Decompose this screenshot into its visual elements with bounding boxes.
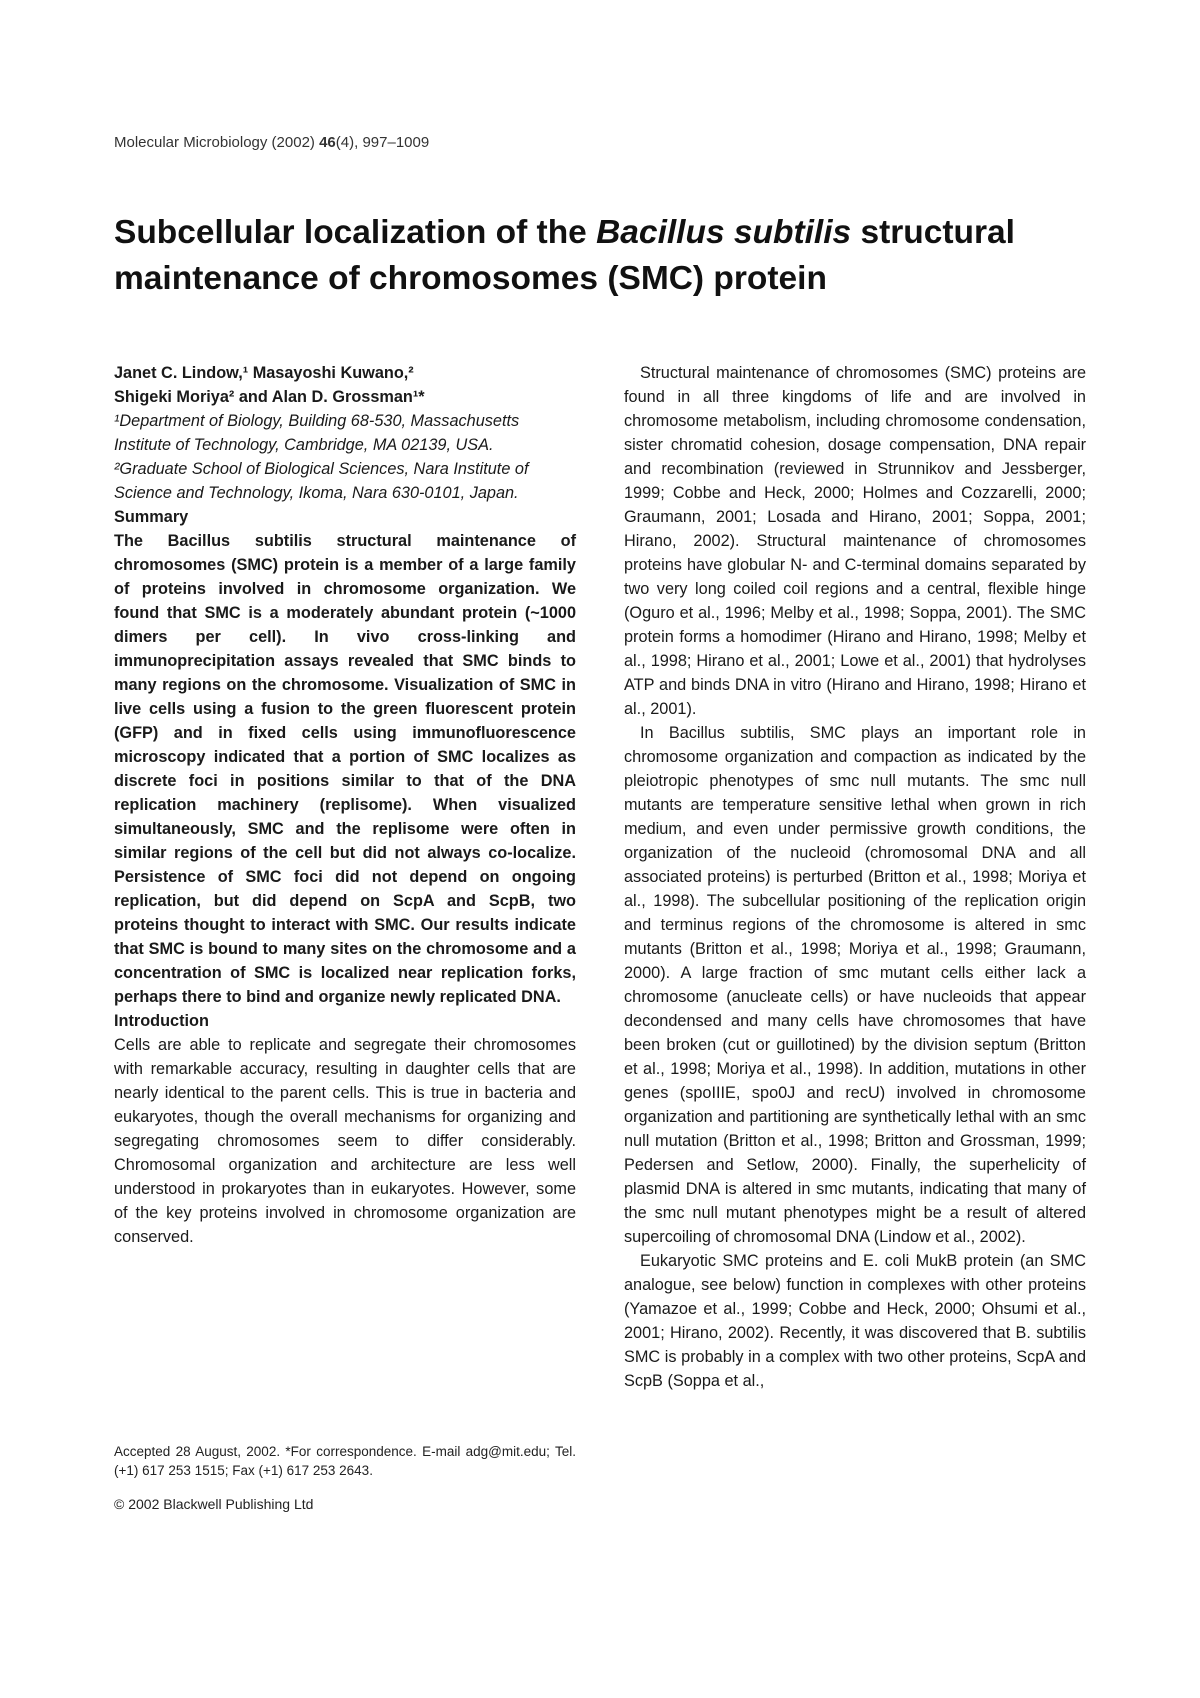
correspondence-footnote: Accepted 28 August, 2002. *For correspondence. E-mail adg@mit.edu; Tel. (+1) 617 253 1515; Fax (+1) 617 253 2643. xyxy=(114,1444,576,1478)
affiliations xyxy=(114,409,576,505)
article-title xyxy=(114,210,1094,302)
affiliation-2-line1: ²Graduate School of Biological Sciences, Nara Institute of xyxy=(114,460,529,478)
affiliation-1-line2: Institute of Technology, Cambridge, MA 02139, USA. xyxy=(114,436,494,454)
journal-pages: (4), 997–1009 xyxy=(335,134,430,151)
journal-name: Molecular Microbiology (2002) xyxy=(114,134,320,151)
right-column xyxy=(624,361,1086,1393)
introduction-text: Cells are able to replicate and segregate their chromosomes with remarkable accuracy, resulting in daughter cells that are nearly identical to the parent cells. This is true in bacteria and eukaryotes, though the overall mechanisms for organizing and segregating chromosomes seem to differ considerably. Chromosomal organization and architecture are less well understood in prokaryotes than in eukaryotes. However, some of the key proteins involved in chromosome organization are conserved. xyxy=(114,1036,576,1246)
affiliation-1-line1: ¹Department of Biology, Building 68-530, Massachusetts xyxy=(114,412,520,430)
journal-volume: 46 xyxy=(319,134,336,151)
authors-line2: Shigeki Moriya² and Alan D. Grossman¹* xyxy=(114,388,425,406)
summary-text: The Bacillus subtilis structural maintenance of chromosomes (SMC) protein is a member of a large family of proteins involved in chromosome organization. We found that SMC is a moderately abundant protein (~1000 dimers per cell). In vivo cross-linking and immunoprecipitation assays revealed that SMC binds to many regions on the chromosome. Visualization of SMC in live cells using a fusion to the green fluorescent protein (GFP) and in fixed cells using immunofluorescence microscopy indicated that a portion of SMC localizes as discrete foci in positions similar to that of the DNA replication machinery (replisome). When visualized simultaneously, SMC and the replisome were often in similar regions of the cell but did not always co-localize. Persistence of SMC foci did not depend on ongoing replication, but did depend on ScpA and ScpB, two proteins thought to interact with SMC. Our results indicate that SMC is bound to many sites on the chromosome and a concentration of SMC is localized near replication forks, perhaps there to bind and organize newly replicated DNA. xyxy=(114,532,576,1006)
title-species: Bacillus subtilis xyxy=(596,214,852,251)
introduction-heading: Introduction xyxy=(114,1012,209,1030)
left-column xyxy=(114,361,576,1249)
summary-heading: Summary xyxy=(114,508,189,526)
paragraph-smc-overview: Structural maintenance of chromosomes (SMC) proteins are found in all three kingdoms of life and are involved in chromosome metabolism, including chromosome condensation, sister chromatid cohesion, dosage compensation, DNA repair and recombination (reviewed in Strunnikov and Jessberger, 1999; Cobbe and Heck, 2000; Holmes and Cozzarelli, 2000; Graumann, 2001; Losada and Hirano, 2001; Soppa, 2001; Hirano, 2002). Structural maintenance of chromosomes proteins have globular N- and C-terminal domains separated by two very long coiled coil regions and a central, flexible hinge (Oguro et al., 1996; Melby et al., 1998; Soppa, 2001). The SMC protein forms a homodimer (Hirano and Hirano, 1998; Melby et al., 1998; Hirano et al., 2001; Lowe et al., 2001) that hydrolyses ATP and binds DNA in vitro (Hirano and Hirano, 1998; Hirano et al., 2001). xyxy=(624,364,1086,718)
affiliation-2-line2: Science and Technology, Ikoma, Nara 630-0101, Japan. xyxy=(114,484,519,502)
authors-line1: Janet C. Lindow,¹ Masayoshi Kuwano,² xyxy=(114,364,414,382)
journal-citation xyxy=(114,134,429,151)
paragraph-bsubtilis-smc: In Bacillus subtilis, SMC plays an important role in chromosome organization and compaction as indicated by the pleiotropic phenotypes of smc null mutants. The smc null mutants are temperature sensitive lethal when grown in rich medium, and even under permissive growth conditions, the organization of the nucleoid (chromosomal DNA and all associated proteins) is perturbed (Britton et al., 1998; Moriya et al., 1998). The subcellular positioning of the replication origin and terminus regions of the chromosome is altered in smc mutants (Britton et al., 1998; Moriya et al., 1998; Graumann, 2000). A large fraction of smc mutant cells either lack a chromosome (anucleate cells) or have nucleoids that appear decondensed and many cells have chromosomes that have been broken (cut or guillotined) by the division septum (Britton et al., 1998; Moriya et al., 1998). In addition, mutations in other genes (spoIIIE, spo0J and recU) involved in chromosome organization and partitioning are synthetically lethal with an smc null mutation (Britton et al., 1998; Britton and Grossman, 1999; Pedersen and Setlow, 2000). Finally, the superhelicity of plasmid DNA is altered in smc mutants, indicating that many of the smc null mutant phenotypes might be a result of altered supercoiling of chromosomal DNA (Lindow et al., 2002). xyxy=(624,724,1086,1246)
copyright-notice: © 2002 Blackwell Publishing Ltd xyxy=(114,1496,314,1512)
title-part2: structural maintenance of chromosomes (SMC) protein xyxy=(114,214,1015,297)
title-part1: Subcellular localization of the xyxy=(114,214,597,251)
paragraph-smc-complexes: Eukaryotic SMC proteins and E. coli MukB protein (an SMC analogue, see below) function in complexes with other proteins (Yamazoe et al., 1999; Cobbe and Heck, 2000; Ohsumi et al., 2001; Hirano, 2002). Recently, it was discovered that B. subtilis SMC is probably in a complex with two other proteins, ScpA and ScpB (Soppa et al., xyxy=(624,1252,1086,1390)
authors xyxy=(114,361,576,409)
